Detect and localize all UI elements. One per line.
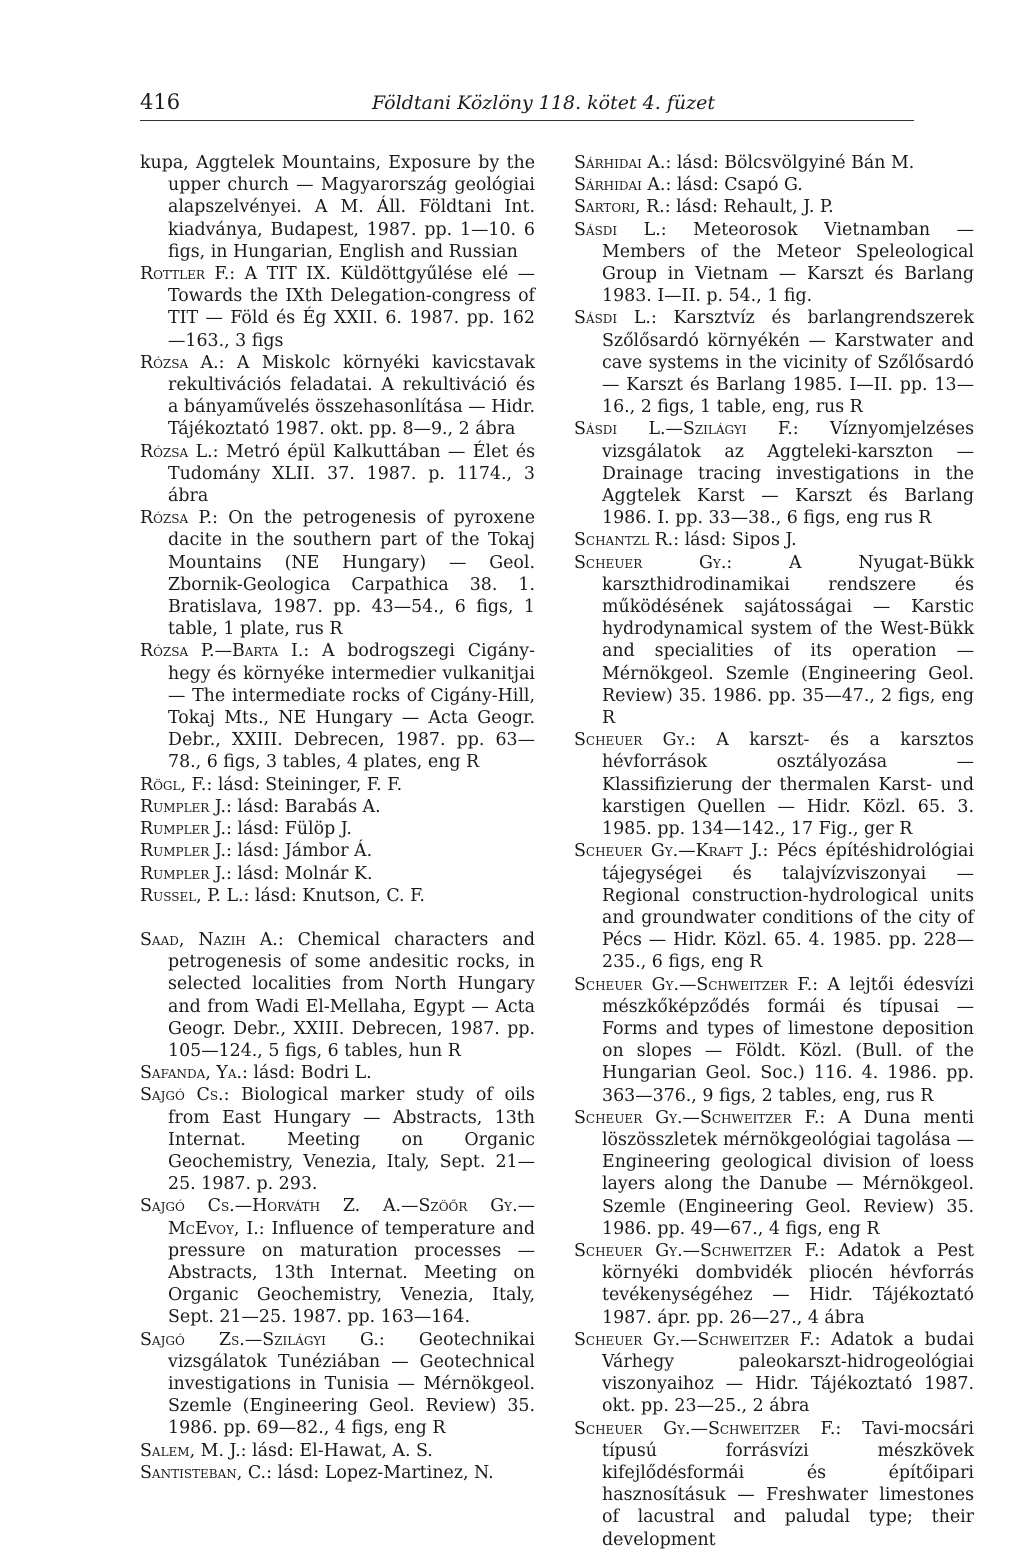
- entry-text: : Karsztvíz és barlangrendszerek Szőlősardó környékén — Karstwater and cave systems in the vicinity of Szőlősardó — Karszt és Barlang 1985. I—II. pp. 13—16., 2 figs, 1 table, eng, rus R: [602, 308, 974, 418]
- entry-text: : Tavi-mocsári típusú forrásvízi mészkövek kifejlődésformái és építőipari hasznosításuk — Freshwater limestones of lacustral and paludal type; their development: [602, 1418, 974, 1550]
- entry-text: : Chemical characters and petrogenesis of some andesitic rocks, in selected localities from North Hungary and from Wadi El-Mellaha, Egypt — Acta Geogr. Debr., XXIII. Debrecen, 1987. pp. 105—124., 5 figs, 6 tables, hun R: [168, 929, 535, 1061]
- entry-text: : lásd: Molnár K.: [226, 863, 373, 884]
- entry-text: : lásd: Csapó G.: [665, 175, 803, 196]
- bibliography-entry: [574, 1240, 974, 1329]
- bibliography-entry: [140, 929, 535, 1062]
- journal-title: Földtani Közlöny 118. kötet 4. füzet: [372, 92, 715, 114]
- bibliography-entry: [140, 885, 535, 907]
- bibliography-entry: [140, 152, 535, 263]
- entry-text: : Víznyomjelzéses vizsgálatok az Aggteleki-karszton — Drainage tracing investigations in the Aggtelek Karst — Karszt és Barlang 1986. I. pp. 33—38., 6 figs, eng rus R: [602, 419, 975, 529]
- section-gap: [140, 907, 535, 929]
- bibliography-entry: [574, 219, 974, 308]
- entry-text: : Adatok a Pest környéki dombvidék pliocén hévforrás tevékenységéhez — Hidr. Tájékoztató 1987. ápr. pp. 26—27., 4 ábra: [602, 1240, 974, 1328]
- entry-author: Scheuer Gy.—Schweitzer F.: [574, 974, 813, 995]
- bibliography-entry: [140, 1084, 535, 1195]
- page-header: [140, 90, 914, 121]
- entry-text: : A bodrogszegi Cigány-hegy és környéke intermedier vulkanitjai — The intermediate rocks of Cigány-Hill, Tokaj Mts., NE Hungary — Acta Geogr. Debr., XXIII. Debrecen, 1987. pp. 63—78., 6 figs, 3 tables, 4 plates, eng R: [168, 641, 535, 773]
- entry-text: : Adatok a budai Várhegy paleokarszt-hidrogeológiai viszonyaihoz — Hidr. Tájékoztató 1987. okt. pp. 23—25., 2 ábra: [602, 1329, 975, 1417]
- entry-author: Saad, Nazih A.: [140, 929, 278, 950]
- entry-text: : Geotechnikai vizsgálatok Tunéziában — Geotechnical investigations in Tunisia — Mérnökgeol. Szemle (Engineering Geol. Review) 35. 1986. pp. 69—82., 4 figs, eng R: [168, 1329, 535, 1439]
- bibliography-entry: [574, 729, 974, 840]
- bibliography-entry: [574, 174, 974, 196]
- bibliography-entry: [140, 352, 535, 441]
- bibliography-entry: [574, 418, 974, 529]
- bibliography-entry: [140, 1062, 535, 1084]
- left-column: [140, 152, 535, 1484]
- entry-author: Rögl, F.: [140, 774, 207, 795]
- bibliography-entry: [140, 1440, 535, 1462]
- entry-author: Sajgó Cs.: [140, 1085, 224, 1106]
- bibliography-entry: [140, 863, 535, 885]
- entry-text: : lásd: Jámbor Á.: [226, 841, 373, 862]
- right-column: [574, 152, 974, 1551]
- bibliography-entry: [140, 507, 535, 640]
- entry-text: : lásd: Sipos J.: [673, 530, 797, 551]
- bibliography-entry: [574, 1418, 974, 1551]
- entry-author: Rumpler J.: [140, 819, 227, 840]
- bibliography-entry: [140, 1462, 535, 1484]
- entry-author: Sárhidai A.: [574, 153, 666, 173]
- bibliography-entry: [140, 774, 535, 796]
- entry-text: : lásd: El-Hawat, A. S.: [240, 1440, 433, 1461]
- bibliography-entry: [140, 1329, 535, 1440]
- entry-author: Sartori, R.: [574, 197, 665, 218]
- entry-text: : lásd: Fülöp J.: [226, 819, 352, 840]
- entry-author: Rózsa L.: [140, 441, 213, 462]
- bibliography-entry: [140, 1195, 535, 1328]
- entry-author: Scheuer Gy.—Kraft J.: [574, 841, 763, 862]
- entry-text: : On the petrogenesis of pyroxene dacite in the southern part of the Tokaj Mountains (NE Hungary) — Geol. Zbornik-Geologica Carpathica 38. 1. Bratislava, 1987. pp. 43—54., 6 figs, 1 table, 1 plate, rus R: [168, 508, 535, 640]
- bibliography-entry: [574, 974, 974, 1107]
- entry-text: : A karszt- és a karsztos hévforrások osztályozása — Klassifizierung der thermalen Karst- und karstigen Quellen — Hidr. Közl. 65. 3. 1985. pp. 134—142., 17 Fig., ger R: [602, 730, 974, 840]
- entry-author: Sajgó Cs.—Horváth Z. A.—Szöőr Gy.—McEvoy, I.: [140, 1196, 535, 1239]
- entry-text: : Metró épül Kalkuttában — Élet és Tudomány XLII. 37. 1987. p. 1174., 3 ábra: [168, 441, 536, 507]
- bibliography-entry: [574, 529, 974, 551]
- bibliography-entry: [574, 840, 974, 973]
- entry-author: Schantzl R.: [574, 530, 674, 551]
- entry-text: : lásd: Knutson, C. F.: [243, 885, 425, 906]
- entry-author: Scheuer Gy.—Schweitzer F.: [574, 1418, 836, 1439]
- bibliography-entry: [574, 196, 974, 218]
- entry-author: Scheuer Gy.—Schweitzer F.: [574, 1107, 820, 1128]
- entry-text: : Biological marker study of oils from East Hungary — Abstracts, 13th Internat. Meeting on Organic Geochemistry, Venezia, Italy, Sept. 21—25. 1987. p. 293.: [168, 1085, 535, 1195]
- entry-text: : lásd: Lopez-Martinez, N.: [266, 1462, 494, 1483]
- entry-author: Safanda, Ya.: [140, 1063, 243, 1084]
- entry-text: : A Nyugat-Bükk karszthidrodinamikai rendszere és működésének sajátosságai — Karstic hydrodynamical system of the West-Bükk and specialities of its operation — Mérnökgeol. Szemle (Engineering Geol. Review) 35. 1986. pp. 35—47., 2 figs, eng R: [602, 552, 974, 729]
- entry-text: : lásd: Steininger, F. F.: [206, 774, 403, 795]
- entry-author: Scheuer Gy.: [574, 730, 690, 751]
- entry-author: Sárhidai A.: [574, 175, 666, 196]
- bibliography-entry: [574, 307, 974, 418]
- entry-author: Sásdi L.: [574, 219, 661, 240]
- entry-author: Salem, M. J.: [140, 1440, 241, 1461]
- entry-text: kupa, Aggtelek Mountains, Exposure by the upper church — Magyarország geológiai alapszelvényei. A M. Áll. Földtani Int. kiadványa, Budapest, 1987. pp. 1—10. 6 figs, in Hungarian, English and Russian: [140, 153, 535, 262]
- entry-text: : lásd: Rehault, J. P.: [664, 197, 834, 218]
- bibliography-entry: [140, 818, 535, 840]
- bibliography-entry: [140, 840, 535, 862]
- entry-author: Rózsa P.—Barta I.: [140, 641, 304, 662]
- entry-author: Rózsa P.: [140, 508, 213, 529]
- entry-text: : lásd: Bölcsvölgyiné Bán M.: [665, 153, 915, 173]
- bibliography-entry: [140, 263, 535, 352]
- entry-text: : A TIT IX. Küldöttgyűlése elé — Towards the IXth Delegation-congress of TIT — Föld és Ég XXII. 6. 1987. pp. 162—163., 3 figs: [168, 264, 536, 351]
- entry-text: : Influence of temperature and pressure on maturation processes — Abstracts, 13th Internat. Meeting on Organic Geochemistry, Venezia, Italy, Sept. 21—25. 1987. pp. 163—164.: [168, 1218, 535, 1328]
- entry-text: : A Miskolc környéki kavicstavak rekultivációs feladatai. A rekultiváció és a bányaművelés összehasonlítása — Hidr. Tájékoztató 1987. okt. pp. 8—9., 2 ábra: [168, 352, 535, 440]
- bibliography-entry: [574, 552, 974, 730]
- entry-author: Rumpler J.: [140, 796, 227, 817]
- entry-author: Scheuer Gy.—Schweitzer F.: [574, 1240, 820, 1261]
- bibliography-entry: [140, 796, 535, 818]
- entry-author: Sásdi L.—Szilágyi F.: [574, 419, 793, 440]
- bibliography-entry: [140, 640, 535, 773]
- entry-author: Rumpler J.: [140, 841, 227, 862]
- entry-text: : A Duna menti löszösszletek mérnökgeológiai tagolása — Engineering geological division of loess layers along the Danube — Mérnökgeol. Szemle (Engineering Geol. Review) 35. 1986. pp. 49—67., 4 figs, eng R: [602, 1107, 974, 1239]
- entry-text: : Pécs építéshidrológiai tájegységei és talajvízviszonyai — Regional construction-hydrological units and groundwater conditions of the city of Pécs — Hidr. Közl. 65. 4. 1985. pp. 228—235., 6 figs, eng R: [602, 841, 974, 973]
- entry-author: Sajgó Zs.—Szilágyi G.: [140, 1329, 379, 1350]
- entry-author: Scheuer Gy.: [574, 552, 727, 573]
- bibliography-entry: [140, 441, 535, 508]
- entry-author: Rózsa A.: [140, 352, 219, 373]
- bibliography-entry: [574, 1107, 974, 1240]
- entry-author: Rumpler J.: [140, 863, 227, 884]
- entry-text: : Meteorosok Vietnamban — Members of the Meteor Speleological Group in Vietnam — Karszt és Barlang 1983. I—II. p. 54., 1 fig.: [602, 219, 974, 307]
- bibliography-entry: [574, 152, 974, 174]
- entry-author: Scheuer Gy.—Schweitzer F.: [574, 1329, 815, 1350]
- bibliography-entry: [574, 1329, 974, 1418]
- entry-text: : lásd: Barabás A.: [226, 796, 381, 817]
- entry-author: Sásdi L.: [574, 308, 651, 329]
- page-number: 416: [140, 90, 181, 114]
- entry-author: Santisteban, C.: [140, 1462, 267, 1483]
- entry-text: : A lejtői édesvízi mészkőképződés formái és típusai — Forms and types of limestone deposition on slopes — Földt. Közl. (Bull. of the Hungarian Geol. Soc.) 116. 4. 1986. pp. 363—376., 9 figs, 2 tables, eng, rus R: [602, 974, 974, 1106]
- entry-author: Rottler F.: [140, 264, 230, 285]
- entry-author: Russel, P. L.: [140, 885, 244, 906]
- entry-text: : lásd: Bodri L.: [242, 1063, 372, 1084]
